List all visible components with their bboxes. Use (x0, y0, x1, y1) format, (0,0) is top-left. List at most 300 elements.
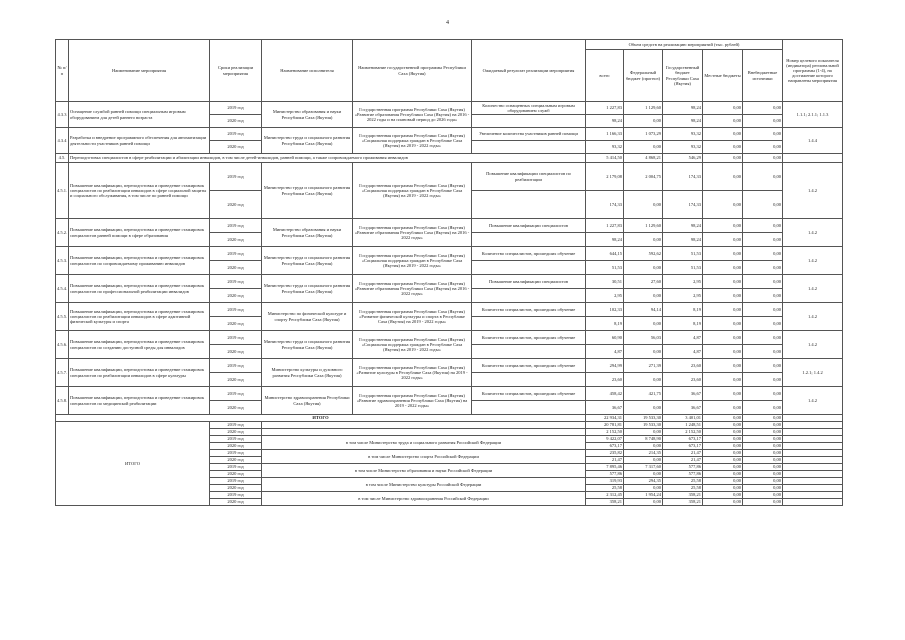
expected-result: Количество специалистов, прошедших обучение (472, 387, 586, 401)
total-value: 214,35 (624, 450, 663, 457)
executor: Министерство труда и социального развития Республики Саха (Якутия) (262, 331, 353, 359)
section-num: 4.5. (56, 154, 69, 163)
total-value: 0,00 (703, 443, 743, 450)
program: Государственная программа Республики Саха (Якутия) «Развитие физической культуры и спорта в Республике Саха (Якутия) на 2019 - 2022 годы» (353, 303, 472, 331)
row-year: 2020 год (210, 261, 262, 275)
row-year: 2019 год (210, 359, 262, 373)
program: Государственная программа Республики Саха (Якутия) «Развитие образования Республики Саха (Якутия) на 2016 - 2022 годы и на плановый период до 2026 года» (353, 102, 472, 128)
total-value: 2 152,50 (663, 429, 703, 436)
funding-value: 271,39 (624, 359, 663, 373)
funding-value: 56,03 (624, 331, 663, 345)
funding-value: 0,00 (743, 331, 783, 345)
header-funding-col: Внебюджетные источники (743, 50, 783, 102)
goal-indicator: 1.4.4 (783, 128, 843, 154)
row-year: 2020 год (210, 115, 262, 128)
total-value: 0,00 (743, 436, 783, 443)
row-year: 2020 год (210, 401, 262, 415)
total-value: 22 934,31 (586, 415, 624, 422)
total-empty (262, 422, 586, 429)
funding-value: 51,53 (663, 261, 703, 275)
activity-name: Разработка и внедрение программного обеспечения для автоматизации деятельности участников ранней помощи (69, 128, 210, 154)
row-year: 2019 год (210, 436, 262, 443)
header-funding: Объем средств на реализацию мероприятий (тыс. рублей) (586, 40, 783, 50)
funding-value: 0,00 (743, 373, 783, 387)
funding-value: 8,19 (663, 317, 703, 331)
goal-indicator (783, 154, 843, 163)
total-value: 21,47 (586, 457, 624, 464)
row-year: 2020 год (210, 471, 262, 478)
funding-value: 0,00 (703, 387, 743, 401)
total-value: 21,47 (663, 450, 703, 457)
funding-value: 2 179,08 (586, 163, 624, 191)
goal-indicator (783, 457, 843, 464)
total-label: ИТОГО (56, 415, 586, 422)
funding-value: 98,24 (663, 102, 703, 115)
funding-value: 0,00 (703, 102, 743, 115)
activity-name: Повышение квалификации, переподготовка и проведение стажировок специалистов по медицинской реабилитации (69, 387, 210, 415)
funding-value: 546,29 (663, 154, 703, 163)
goal-indicator (783, 422, 843, 429)
funding-value: 0,00 (624, 373, 663, 387)
total-value: 0,00 (703, 450, 743, 457)
funding-value: 174,33 (663, 191, 703, 219)
goal-indicator (783, 464, 843, 471)
funding-value: 0,00 (743, 247, 783, 261)
total-value: 0,00 (703, 492, 743, 499)
row-num: 4.5.4. (56, 275, 69, 303)
activity-name: Повышение квалификации, переподготовка и проведение стажировок специалистов ранней помощи в сфере образования (69, 219, 210, 247)
total-value: 19 533,30 (624, 422, 663, 429)
funding-value: 0,00 (743, 387, 783, 401)
total-value: 0,00 (743, 443, 783, 450)
ministry-label: в том числе Министерство образования и науки Российской Федерации (262, 464, 586, 478)
expected-result: Увеличение количества участников ранней помощи (472, 128, 586, 141)
funding-value: 0,00 (743, 289, 783, 303)
activity-row (56, 219, 843, 233)
program: Государственная программа Республики Саха (Якутия) «Развитие здравоохранения Республики Саха (Якутия) на 2019 - 2022 годы» (353, 387, 472, 415)
executor: Министерство культуры и духовного развития Республики Саха (Якутия) (262, 359, 353, 387)
funding-value: 0,00 (624, 141, 663, 154)
funding-value: 98,24 (663, 233, 703, 247)
header-term: Сроки реализации мероприятия (210, 40, 262, 102)
row-year: 2019 год (210, 247, 262, 261)
activity-name: Повышение квалификации, переподготовка и проведение стажировок специалистов по созданию доступной среды для инвалидов (69, 331, 210, 359)
total-value: 0,00 (743, 450, 783, 457)
row-num: 4.5.6. (56, 331, 69, 359)
ministry-label: в том числе Министерство культуры Российской Федерации (262, 478, 586, 492)
total-value: 1 248,51 (663, 422, 703, 429)
total-value: 0,00 (703, 471, 743, 478)
goal-indicator (783, 450, 843, 457)
funding-value: 0,00 (624, 345, 663, 359)
program: Государственная программа Республики Саха (Якутия) «Развитие образования Республики Саха (Якутия) на 2016 - 2022 годы» (353, 219, 472, 247)
activity-name: Повышение квалификации, переподготовка и проведение стажировок специалистов по реабилитации инвалидов в сфере социальной защиты и социального обслуживания, в том числе по ранней помощи (69, 163, 210, 219)
activity-row (56, 359, 843, 373)
goal-indicator (783, 429, 843, 436)
goal-indicator (783, 415, 843, 422)
row-num: 4.5.1. (56, 163, 69, 219)
funding-value: 0,00 (703, 115, 743, 128)
funding-value: 93,32 (663, 128, 703, 141)
activity-row (56, 331, 843, 345)
activity-name: Повышение квалификации, переподготовка и проведение стажировок специалистов по сопровождаемому проживанию инвалидов (69, 247, 210, 275)
row-year: 2020 год (210, 233, 262, 247)
expected-result (472, 373, 586, 387)
activity-row (56, 303, 843, 317)
funding-value: 102,33 (586, 303, 624, 317)
activity-name: Оснащение службой ранней помощи специальным игровым оборудованием для детей раннего возраста (69, 102, 210, 128)
goal-indicator: 1.4.2 (783, 163, 843, 219)
row-year: 2019 год (210, 422, 262, 429)
funding-value: 0,00 (703, 317, 743, 331)
funding-value: 0,00 (743, 359, 783, 373)
funding-value: 93,32 (663, 141, 703, 154)
header-goal: Номер целевого показателя (индикатора) региональной программы (1-4), на достижение которого направлены мероприятия (783, 40, 843, 102)
funding-value: 0,00 (624, 289, 663, 303)
total-value: 0,00 (703, 422, 743, 429)
expected-result (472, 261, 586, 275)
goal-indicator: 1.4.2 (783, 331, 843, 359)
funding-value: 174,33 (586, 191, 624, 219)
activity-row (56, 128, 843, 141)
ministry-label: в том числе Министерство спорта Российской Федерации (262, 450, 586, 464)
row-num: 4.3.4 (56, 128, 69, 154)
header-name: Наименование мероприятия (69, 40, 210, 102)
goal-indicator (783, 471, 843, 478)
row-year: 2019 год (210, 102, 262, 115)
funding-value: 0,00 (743, 261, 783, 275)
expected-result (472, 401, 586, 415)
funding-value: 0,00 (624, 401, 663, 415)
total-value: 577,86 (663, 471, 703, 478)
row-year: 2020 год (210, 317, 262, 331)
funding-value: 4 868,21 (624, 154, 663, 163)
row-num: 4.5.5. (56, 303, 69, 331)
funding-value: 1 227,83 (586, 219, 624, 233)
row-year: 2019 год (210, 492, 262, 499)
total-value: 0,00 (624, 471, 663, 478)
total-value: 0,00 (743, 471, 783, 478)
row-year: 2020 год (210, 443, 262, 450)
program: Государственная программа Республики Саха (Якутия) «Социальная поддержка граждан в Республике Саха (Якутия) на 2019 - 2022 годы» (353, 247, 472, 275)
total-value: 20 781,81 (586, 422, 624, 429)
funding-value: 23,60 (663, 359, 703, 373)
row-num: 4.3.3 (56, 102, 69, 128)
goal-indicator (783, 492, 843, 499)
funding-value: 1 227,83 (586, 102, 624, 115)
executor: Министерство труда и социального развития Республики Саха (Якутия) (262, 247, 353, 275)
total-value: 0,00 (743, 478, 783, 485)
row-year: 2019 год (210, 219, 262, 233)
funding-value: 0,00 (703, 331, 743, 345)
funding-value: 458,42 (586, 387, 624, 401)
row-year: 2020 год (210, 499, 262, 506)
total-value: 0,00 (703, 436, 743, 443)
executor: Министерство образования и науки Республики Саха (Якутия) (262, 102, 353, 128)
funding-value: 2,95 (663, 289, 703, 303)
program: Государственная программа Республики Саха (Якутия) «Развитие культуры в Республике Саха (Якутия) на 2019 - 2022 годы» (353, 359, 472, 387)
row-year: 2020 год (210, 345, 262, 359)
funding-value: 0,00 (703, 141, 743, 154)
total-value: 0,00 (743, 429, 783, 436)
goal-indicator: 1.4.2 (783, 275, 843, 303)
totals-side-label: ИТОГО (56, 422, 210, 506)
funding-value: 0,00 (743, 275, 783, 289)
funding-value: 23,60 (586, 373, 624, 387)
row-num: 4.5.7. (56, 359, 69, 387)
total-value: 358,21 (663, 499, 703, 506)
executor: Министерство труда и социального развития Республики Саха (Якутия) (262, 275, 353, 303)
header-result: Ожидаемый результат реализации мероприятия (472, 40, 586, 102)
funding-value: 0,00 (743, 219, 783, 233)
row-year: 2019 год (210, 275, 262, 289)
funding-value: 0,00 (743, 317, 783, 331)
expected-result (472, 141, 586, 154)
funding-value: 2,95 (663, 275, 703, 289)
total-value: 0,00 (703, 429, 743, 436)
funding-value: 51,53 (663, 247, 703, 261)
expected-result (472, 345, 586, 359)
funding-value: 1 073,29 (624, 128, 663, 141)
executor: Министерство здравоохранения Республики Саха (Якутия) (262, 387, 353, 415)
goal-indicator: 1.4.2 (783, 303, 843, 331)
total-value: 2 312,45 (586, 492, 624, 499)
activity-row (56, 387, 843, 401)
total-value: 0,00 (743, 422, 783, 429)
total-value: 358,21 (586, 499, 624, 506)
funding-value: 0,00 (703, 373, 743, 387)
funding-value: 0,00 (703, 128, 743, 141)
activity-row (56, 163, 843, 191)
funding-value: 0,00 (703, 275, 743, 289)
total-empty (262, 429, 586, 436)
header-funding-col: всего (586, 50, 624, 102)
funding-value: 2,95 (586, 289, 624, 303)
total-value: 235,82 (586, 450, 624, 457)
total-value: 25,58 (663, 478, 703, 485)
expected-result: Повышение квалификации специалистов (472, 219, 586, 233)
funding-value: 0,00 (624, 233, 663, 247)
total-row (56, 415, 843, 422)
total-value: 0,00 (703, 499, 743, 506)
funding-value: 0,00 (743, 163, 783, 191)
funding-value: 4,87 (586, 345, 624, 359)
header-funding-col: Местные бюджеты (703, 50, 743, 102)
ministry-label: в том числе Министерство труда и социального развития Российской Федерации (262, 436, 586, 450)
activity-row (56, 247, 843, 261)
row-year: 2020 год (210, 429, 262, 436)
expected-result (472, 233, 586, 247)
total-value: 7 317,60 (624, 464, 663, 471)
activity-row (56, 102, 843, 115)
funding-value: 0,00 (743, 128, 783, 141)
funding-value: 30,51 (586, 275, 624, 289)
funding-value: 421,75 (624, 387, 663, 401)
total-value: 0,00 (703, 457, 743, 464)
row-num: 4.5.8. (56, 387, 69, 415)
funding-value: 0,00 (703, 401, 743, 415)
activity-name: Повышение квалификации, переподготовка и проведение стажировок специалистов по реабилитации инвалидов в сфере адаптивной физической культуры и спорта (69, 303, 210, 331)
program: Государственная программа Республики Саха (Якутия) «Социальная поддержка граждан в Республике Саха (Якутия) на 2019 - 2022 годы» (353, 128, 472, 154)
funding-value: 0,00 (703, 303, 743, 317)
row-year: 2019 год (210, 128, 262, 141)
funding-value: 36,67 (663, 401, 703, 415)
funding-value: 0,00 (703, 219, 743, 233)
funding-value: 0,00 (743, 401, 783, 415)
activity-name: Повышение квалификации, переподготовка и проведение стажировок специалистов по реабилитации инвалидов в сфере культуры (69, 359, 210, 387)
header-program: Наименование государственной программы Республики Саха (Якутия) (353, 40, 472, 102)
funding-value: 36,67 (586, 401, 624, 415)
funding-value: 294,99 (586, 359, 624, 373)
row-year: 2019 год (210, 163, 262, 191)
funding-value: 4,87 (663, 345, 703, 359)
total-value: 673,17 (586, 443, 624, 450)
executor: Министерство труда и социального развития Республики Саха (Якутия) (262, 128, 353, 154)
total-value: 0,00 (624, 457, 663, 464)
funding-value: 0,00 (703, 191, 743, 219)
funding-value: 0,00 (743, 233, 783, 247)
goal-indicator: 1.2.1; 1.4.2 (783, 359, 843, 387)
total-value: 0,00 (743, 415, 783, 422)
row-num: 4.5.3. (56, 247, 69, 275)
goal-indicator (783, 436, 843, 443)
funding-value: 93,32 (586, 141, 624, 154)
executor: Министерство образования и науки Республики Саха (Якутия) (262, 219, 353, 247)
row-year: 2019 год (210, 464, 262, 471)
header-funding-col: Государственный бюджет Республики Саха (Якутия) (663, 50, 703, 102)
goal-indicator (783, 485, 843, 492)
section-title: Переподготовка специалистов в сфере реабилитации и абилитации инвалидов, в том числе детей-инвалидов, ранней помощи, а также сопровождаемого проживания инвалидов (69, 154, 586, 163)
total-row (56, 422, 843, 429)
funding-value: 0,00 (703, 163, 743, 191)
total-value: 1 954,24 (624, 492, 663, 499)
total-value: 0,00 (624, 443, 663, 450)
row-num: 4.5.2. (56, 219, 69, 247)
row-year: 2020 год (210, 289, 262, 303)
row-year: 2019 год (210, 450, 262, 457)
total-value: 19 533,30 (624, 415, 663, 422)
total-value: 358,21 (663, 492, 703, 499)
funding-value: 1 166,33 (586, 128, 624, 141)
expected-result (472, 115, 586, 128)
page-number: 4 (446, 20, 449, 26)
funding-value: 0,00 (703, 261, 743, 275)
row-year: 2019 год (210, 331, 262, 345)
ministry-label: в том числе Министерство здравоохранения Российской Федерации (262, 492, 586, 506)
total-value: 0,00 (624, 429, 663, 436)
total-value: 0,00 (743, 485, 783, 492)
total-value: 2 152,50 (586, 429, 624, 436)
total-value: 294,35 (624, 478, 663, 485)
total-value: 673,17 (663, 436, 703, 443)
funding-value: 51,53 (586, 261, 624, 275)
total-value: 0,00 (624, 485, 663, 492)
program: Государственная программа Республики Саха (Якутия) «Социальная поддержка граждан в Республике Саха (Якутия) на 2019 - 2022 годы» (353, 331, 472, 359)
total-value: 0,00 (703, 478, 743, 485)
funding-value: 0,00 (703, 247, 743, 261)
total-value: 25,58 (586, 485, 624, 492)
expected-result (472, 289, 586, 303)
program: Государственная программа Республики Саха (Якутия) «Социальная поддержка граждан в Республике Саха (Якутия) на 2019 - 2022 годы» (353, 163, 472, 219)
funding-value: 0,00 (743, 303, 783, 317)
goal-indicator (783, 443, 843, 450)
funding-value: 0,00 (743, 102, 783, 115)
goal-indicator (783, 499, 843, 506)
row-year: 2019 год (210, 387, 262, 401)
row-year: 2019 год (210, 303, 262, 317)
total-value: 0,00 (703, 415, 743, 422)
total-value: 0,00 (703, 464, 743, 471)
header-row (56, 40, 843, 50)
expected-result: Количество специалистов, прошедших обучение (472, 359, 586, 373)
total-value: 25,58 (663, 485, 703, 492)
funding-value: 2 004,75 (624, 163, 663, 191)
funding-value: 0,00 (703, 359, 743, 373)
funding-value: 98,24 (586, 233, 624, 247)
total-value: 8 748,90 (624, 436, 663, 443)
total-value: 3 401,01 (663, 415, 703, 422)
funding-value: 0,00 (624, 317, 663, 331)
total-value: 9 422,07 (586, 436, 624, 443)
total-value: 577,86 (586, 471, 624, 478)
funding-value: 0,00 (624, 261, 663, 275)
program: Государственная программа Республики Саха (Якутия) «Развитие образования Республики Саха (Якутия) на 2016 - 2022 годы» (353, 275, 472, 303)
funding-value: 98,24 (663, 115, 703, 128)
funding-value: 0,00 (743, 141, 783, 154)
total-value: 0,00 (743, 457, 783, 464)
funding-value: 0,00 (703, 154, 743, 163)
funding-value: 0,00 (743, 345, 783, 359)
total-value: 0,00 (743, 464, 783, 471)
activity-name: Повышение квалификации, переподготовка и проведение стажировок специалистов по профессиональной реабилитации инвалидов (69, 275, 210, 303)
funding-value: 644,15 (586, 247, 624, 261)
funding-value: 60,90 (586, 331, 624, 345)
funding-value: 23,60 (663, 373, 703, 387)
total-value: 673,17 (663, 443, 703, 450)
goal-indicator: 1.1.1; 2.1.1; 1.1.3 (783, 102, 843, 128)
funding-value: 592,62 (624, 247, 663, 261)
funding-value: 0,00 (743, 154, 783, 163)
expected-result: Количество специалистов, прошедших обучение (472, 247, 586, 261)
funding-value: 27,60 (624, 275, 663, 289)
expected-result: Повышение квалификации специалистов (472, 275, 586, 289)
total-value: 0,00 (743, 499, 783, 506)
total-value: 0,00 (624, 499, 663, 506)
goal-indicator: 1.4.2 (783, 219, 843, 247)
expected-result: Количество специалистов, прошедших обучение (472, 303, 586, 317)
funding-value: 4,87 (663, 331, 703, 345)
funding-value: 98,24 (663, 219, 703, 233)
funding-value: 8,19 (586, 317, 624, 331)
row-year: 2020 год (210, 191, 262, 219)
funding-value: 1 129,60 (624, 102, 663, 115)
header-funding-col: Федеральный бюджет (прогноз) (624, 50, 663, 102)
funding-value: 5 414,50 (586, 154, 624, 163)
activity-row (56, 275, 843, 289)
funding-value: 0,00 (703, 345, 743, 359)
funding-value: 0,00 (624, 115, 663, 128)
goal-indicator: 1.4.2 (783, 247, 843, 275)
section-row (56, 154, 843, 163)
expected-result (472, 191, 586, 219)
header-num: № п/п (56, 40, 69, 102)
funding-value: 8,19 (663, 303, 703, 317)
goal-indicator: 1.4.2 (783, 387, 843, 415)
total-value: 0,00 (703, 485, 743, 492)
row-year: 2019 год (210, 478, 262, 485)
funding-value: 0,00 (743, 191, 783, 219)
funding-value: 1 129,60 (624, 219, 663, 233)
